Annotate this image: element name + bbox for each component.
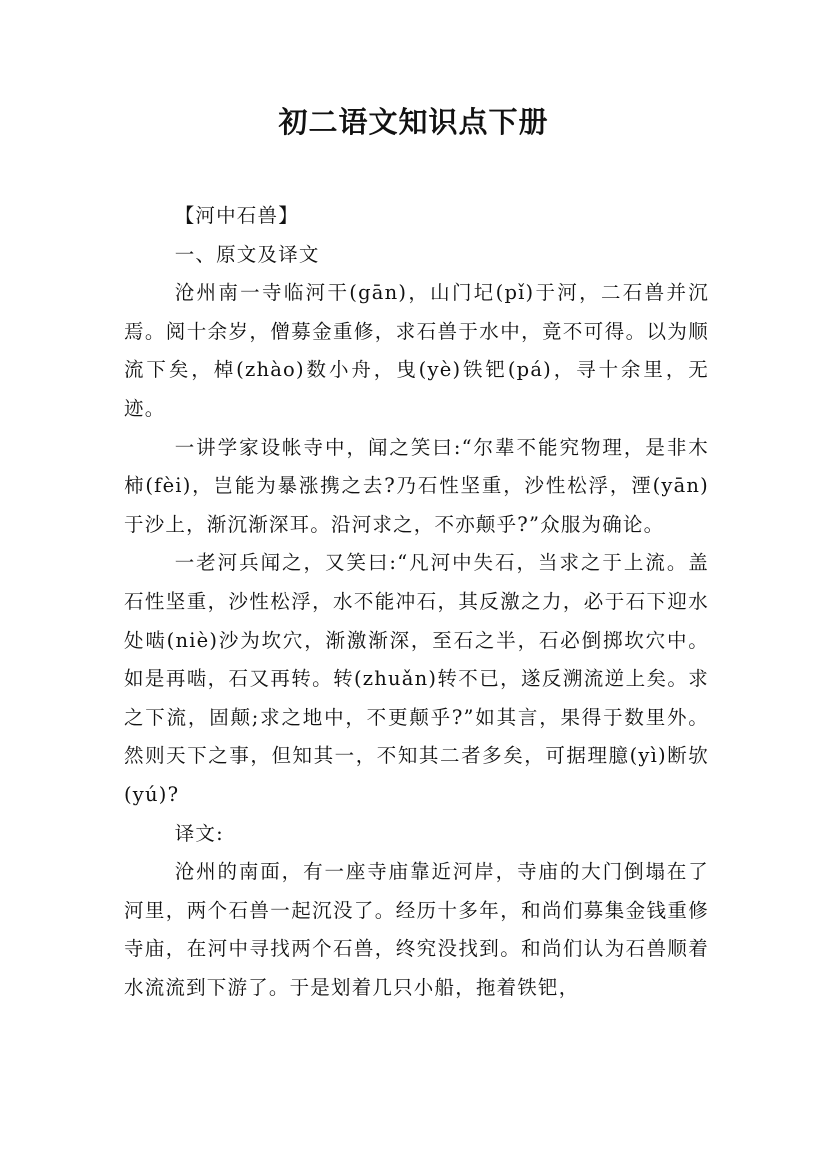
translation-label: 译文:	[174, 821, 224, 845]
translation-paragraph-1: 沧州的南面，有一座寺庙靠近河岸，寺庙的大门倒塌在了河里，两个石兽一起沉没了。经历十多年，和尚们募集金钱重修寺庙，在河中寻找两个石兽，终究没找到。和尚们认为石兽顺着水流流到下游了。于是划着几只小船，拖着铁钯，	[124, 860, 709, 999]
document-title: 初二语文知识点下册	[278, 105, 549, 139]
original-text-paragraph-3: 一老河兵闻之，又笑曰:“凡河中失石，当求之于上流。盖石性坚重，沙性松浮，水不能冲石，其反激之力，必于石下迎水处啮(niè)沙为坎穴，渐激渐深，至石之半，石必倒掷坎穴中。如是再啮，石又再转。转(zhuǎn)转不已，遂反溯流逆上矣。求之下流，固颠;求之地中，不更颠乎?”如其言，果得于数里外。然则天下之事，但知其一，不知其二者多矣，可据理臆(yì)断欤(yú)?	[124, 551, 709, 806]
original-text-paragraph-2: 一讲学家设帐寺中，闻之笑曰:“尔辈不能究物理，是非木柿(fèi)，岂能为暴涨携之去?乃石性坚重，沙性松浮，湮(yān)于沙上，渐沉渐深耳。沿河求之，不亦颠乎?”众服为确论。	[124, 435, 709, 536]
subsection-heading: 一、原文及译文	[174, 242, 320, 266]
original-text-paragraph-1: 沧州南一寺临河干(gān)，山门圮(pǐ)于河，二石兽并沉焉。阅十余岁，僧募金重修，求石兽于水中，竟不可得。以为顺流下矣，棹(zhào)数小舟，曳(yè)铁钯(pá)，寻十余里，无迹。	[124, 281, 709, 420]
document-body	[124, 197, 709, 1007]
section-heading: 【河中石兽】	[174, 204, 299, 227]
